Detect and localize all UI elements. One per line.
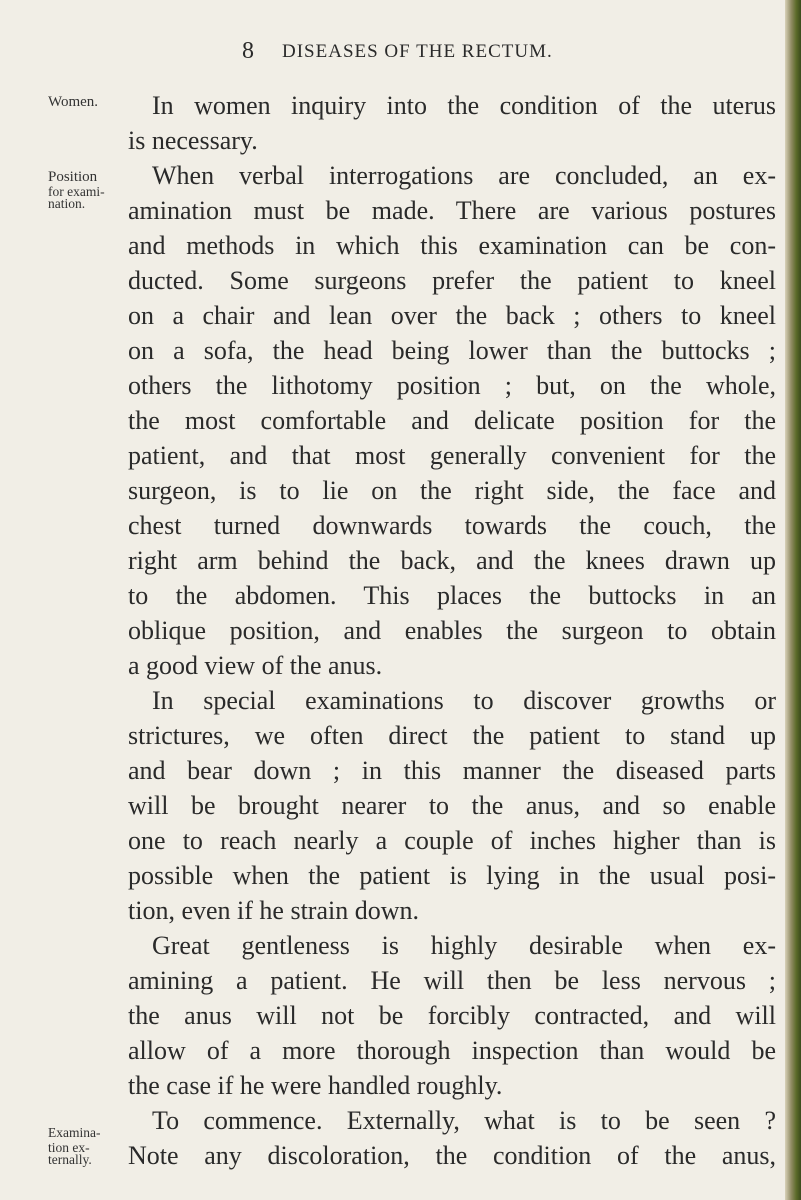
text-line: the anus will not be forcibly contracted, and will: [128, 1001, 776, 1030]
body-text: [128, 88, 776, 1173]
text-line: to the abdomen. This places the buttocks in an: [128, 581, 776, 610]
text-line: right arm behind the back, and the knees drawn up: [128, 546, 776, 575]
text-line: Note any discoloration, the condition of the anus,: [128, 1141, 776, 1170]
text-line: chest turned downwards towards the couch, the: [128, 511, 776, 540]
margin-note-line: Examina-: [48, 1125, 101, 1140]
text-line: and methods in which this examination can be con-: [128, 231, 776, 260]
margin-note-line: Position: [48, 169, 98, 185]
text-line: one to reach nearly a couple of inches higher than is: [128, 826, 776, 855]
running-title: DISEASES OF THE RECTUM.: [282, 41, 553, 62]
text-line: In women inquiry into the condition of the uterus: [152, 91, 776, 120]
text-line: the case if he were handled roughly.: [128, 1071, 503, 1100]
text-line: others the lithotomy position ; but, on the whole,: [128, 371, 776, 400]
margin-note-women: [48, 96, 128, 108]
margin-note-examination: [48, 1124, 128, 1166]
text-line: amining a patient. He will then be less nervous ;: [128, 966, 776, 995]
text-line: To commence. Externally, what is to be seen ?: [152, 1106, 776, 1135]
margin-notes: [0, 0, 125, 1200]
text-line: possible when the patient is lying in the usual posi-: [128, 861, 776, 890]
text-line: amination must be made. There are various postures: [128, 196, 776, 225]
text-line: is necessary.: [128, 126, 258, 155]
text-line: and bear down ; in this manner the diseased parts: [128, 756, 776, 785]
margin-note-line: nation.: [48, 196, 86, 211]
text-line: surgeon, is to lie on the right side, the face and: [128, 476, 776, 505]
margin-note-line: Women.: [48, 94, 99, 110]
text-line: strictures, we often direct the patient to stand up: [128, 721, 776, 750]
text-line: will be brought nearer to the anus, and so enable: [128, 791, 776, 820]
margin-note-position: [48, 169, 128, 210]
text-line: on a chair and lean over the back ; others to kneel: [128, 301, 776, 330]
margin-note-line: for exami-: [48, 184, 105, 199]
page-edge-binding: [785, 0, 801, 1200]
text-line: tion, even if he strain down.: [128, 896, 419, 925]
text-line: When verbal interrogations are concluded, an ex-: [152, 161, 776, 190]
text-line: patient, and that most generally convenient for the: [128, 441, 776, 470]
text-line: Great gentleness is highly desirable when ex-: [152, 931, 776, 960]
text-line: on a sofa, the head being lower than the buttocks ;: [128, 336, 776, 365]
text-line: ducted. Some surgeons prefer the patient to kneel: [128, 266, 776, 295]
text-line: In special examinations to discover growths or: [152, 686, 776, 715]
page-number: 8: [242, 38, 254, 64]
margin-note-line: tion ex-: [48, 1140, 90, 1155]
text-line: allow of a more thorough inspection than would be: [128, 1036, 776, 1065]
text-line: oblique position, and enables the surgeon to obtain: [128, 616, 776, 645]
text-line: the most comfortable and delicate position for the: [128, 406, 776, 435]
text-line: a good view of the anus.: [128, 651, 383, 680]
margin-note-line: ternally.: [48, 1152, 92, 1167]
